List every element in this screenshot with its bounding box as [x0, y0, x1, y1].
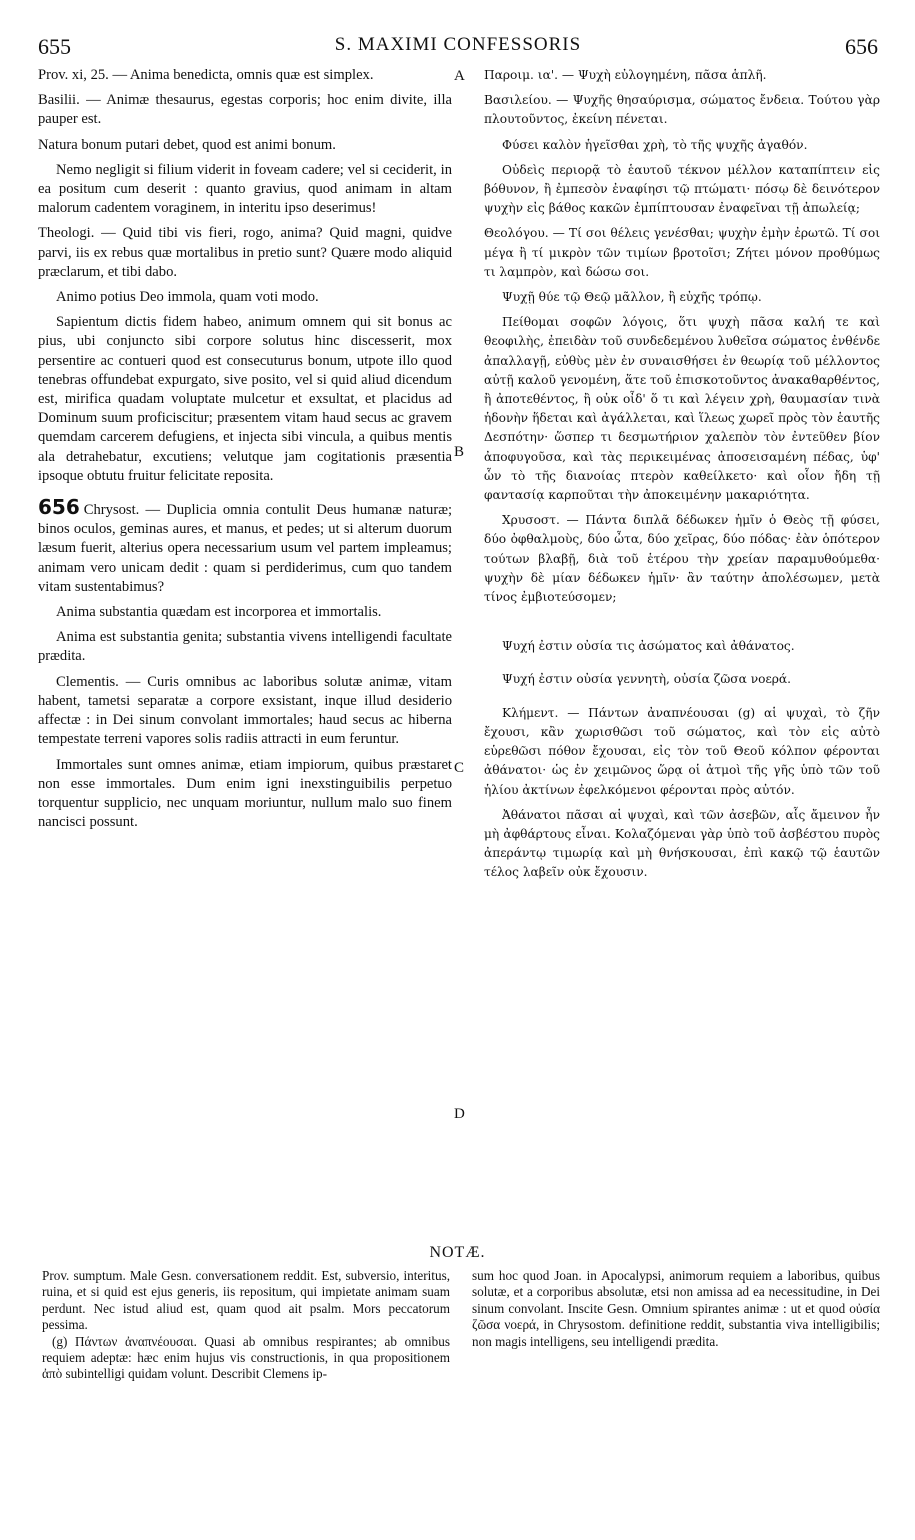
- greek-paragraph: Ψυχή ἐστιν οὐσία γεννητὴ, οὐσία ζῶσα νοερά.: [502, 672, 792, 687]
- page-header: [38, 34, 878, 64]
- greek-column: [484, 66, 880, 889]
- latin-paragraph-text: Chrysost. — Duplicia omnia contulit Deus humanæ naturæ; binos oculos, geminas aures, et manus, et pedes; ut si alterum duorum læsum fuerit, alterius opera necessarium usum vel partem impleamus; animam vero unicam dedit : quam si perdiderimus, cum quo tandem vitam sustentabimus?: [38, 502, 452, 595]
- note-paragraph: sum hoc quod Joan. in Apocalypsi, animorum requiem a laboribus, quibus solutæ, et a corporibus absolutæ, etsi non amissa ad ea necessitudine, in Dei sinum convolant. Inscite Gesn. Omnium spirantes animæ : ut et quod οὐσία ζῶσα νοερά, in Chrysostom. definitione reddit, substantia viva intelligibilis; non magis intelligens, seu intelligendi prædita.: [472, 1268, 880, 1349]
- latin-paragraph: Basilii. — Animæ thesaurus, egestas corporis; hoc enim divite, illa pauper est.: [38, 92, 452, 128]
- latin-paragraph: Anima est substantia genita; substantia vivens intelligendi facultate prædita.: [38, 629, 452, 665]
- greek-paragraph: Πείθομαι σοφῶν λόγοις, ὅτι ψυχὴ πᾶσα καλή τε καὶ θεοφιλὴς, ἐπειδὰν τοῦ συνδεδεμένου λυθεῖσα σώματος ἐνθένδε ἀπαλλαγῇ, εὐθὺς μὲν ἐν συναισθήσει ἐν θεωρίᾳ τοῦ μέλλοντος αὐτῇ καλοῦ γενομένη, ἅτε τοῦ ἐπισκοτοῦντος ἀνακαθαρθέντος, ἢ ἀποτεθέντος, ἢ οὐκ οἶδ' ὅ τι καὶ λέγειν χρὴ, θαυμασίαν τινὰ ἡδονὴν ἥδεται καὶ ἀγάλλεται, καὶ ἵλεως χωρεῖ πρὸς τὸν ἑαυτῆς Δεσπότην· ὥσπερ τι δεσμωτήριον χαλεπὸν τὸν ἐντεῦθεν βίον ἀποφυγοῦσα, καὶ τὰς περικειμένας ἀποσεισαμένη πέδας, ὑφ' ὧν τὸ τῆς διανοίας πτερὸν καθείλκετο· καὶ οἷον ἤδη τῇ φαντασίᾳ καρποῦται τὴν ἀποκειμένην μακαριότητα.: [484, 315, 880, 503]
- margin-marker-a: A: [454, 68, 465, 84]
- note-paragraph: Prov. sumptum. Male Gesn. conversationem reddit. Est, subversio, interitus, ruina, et si quid est ejus generis, iis repositum, qui impietate animam suam perdunt. Nec istud aliud est, quam quod ait psalm. Mors peccatorum pessima.: [42, 1268, 450, 1333]
- running-title: S. MAXIMI CONFESSORIS: [334, 34, 582, 55]
- greek-paragraph: Χρυσοστ. — Πάντα διπλᾶ δέδωκεν ἡμῖν ὁ Θεὸς τῇ φύσει, δύο ὀφθαλμοὺς, δύο ὦτα, δύο χεῖρας, δύο πόδας· ἐὰν ὁπότερον τούτων βλαβῇ, διὰ τοῦ ἑτέρου τὴν χρείαν παραμυθούμεθα· ψυχὴν δὲ μίαν δέδωκεν ἡμῖν· ἂν ταύτην ἀπολέσωμεν, μετὰ τίνος ἐμβιοτεύσομεν;: [484, 513, 880, 605]
- latin-paragraph: Natura bonum putari debet, quod est animi bonum.: [38, 136, 336, 153]
- greek-paragraph: Παροιμ. ια'. — Ψυχὴ εὐλογημένη, πᾶσα ἁπλῆ.: [484, 68, 767, 82]
- margin-marker-d: D: [454, 1106, 465, 1122]
- latin-paragraph: Anima substantia quædam est incorporea et immortalis.: [56, 604, 382, 621]
- greek-paragraph: Ψυχῇ θύε τῷ Θεῷ μᾶλλον, ἢ εὐχῆς τρόπῳ.: [502, 290, 762, 305]
- latin-paragraph: Prov. xi, 25. — Anima benedicta, omnis quæ est simplex.: [38, 67, 374, 83]
- note-paragraph: (g) Πάντων ἀναπνέουσαι. Quasi ab omnibus respirantes; ab omnibus requiem adeptæ: hæc enim hujus vis constructionis, in qua propositionem ἀπὸ subintelligi quidam volunt. Describit Clemens ip-: [42, 1333, 450, 1382]
- latin-paragraph: Theologi. — Quid tibi vis fieri, rogo, anima? Quid magni, quidve parvi, iis ex rebus quæ mortalibus in pretio sunt? Quære modo aliquid præclarum, et tibi dabo.: [38, 225, 452, 280]
- greek-paragraph: Βασιλείου. — Ψυχῆς θησαύρισμα, σώματος ἔνδεια. Τούτου γὰρ πλουτοῦντος, ἐκείνη πένεται.: [484, 93, 880, 127]
- greek-paragraph: Ψυχή ἐστιν οὐσία τις ἀσώματος καὶ ἀθάνατος.: [502, 639, 795, 654]
- greek-paragraph: Ἀθάνατοι πᾶσαι αἱ ψυχαὶ, καὶ τῶν ἀσεβῶν, αἷς ἄμεινον ἦν μὴ ἀφθάρτους εἶναι. Κολαζόμεναι γὰρ ὑπὸ τοῦ ἀσβέστου πυρὸς ἀπεράντῳ τιμωρίᾳ καὶ μὴ θνήσκουσαι, ἐπὶ κακῷ τῷ ἑαυτῶν τέλος λαβεῖν οὐκ ἔχουσιν.: [484, 807, 880, 880]
- latin-paragraph: Nemo negligit si filium viderit in foveam cadere; vel si ceciderit, in ea positum cum deserit : quanto gravius, quod animam in altam malorum cadentem voraginem, in interitu ipso deserimus!: [38, 161, 452, 217]
- latin-paragraph-with-column-number: [38, 495, 452, 597]
- notes-right-column: [472, 1268, 880, 1350]
- latin-paragraph: Clementis. — Curis omnibus ac laboribus solutæ animæ, vitam habent, tametsi separatæ a corpore exsistant, inque illud desiderio affectæ : in Dei sinum convolant immortales; haud secus ac hiberna tempestate terreni vapores solis radiis attracti in eum feruntur.: [38, 673, 452, 748]
- greek-paragraph: Κλήμεντ. — Πάντων ἀναπνέουσαι (g) αἱ ψυχαὶ, τὸ ζῆν ἔχουσι, κἂν χωρισθῶσι τοῦ σώματος, καὶ τὸν εἰς αὐτὸ εὑρεθῶσι πόθον ἔχουσαι, εἰς τὸν τοῦ Θεοῦ κόλπον φέρονται ἀθάνατοι· ὡς ἐν χειμῶνος ὥρᾳ οἱ ἀτμοὶ τῆς γῆς ὑπὸ τῶν τοῦ ἡλίου ἀκτίνων ἐφελκόμενοι φέρονται πρὸς αὐτόν.: [484, 705, 880, 797]
- latin-paragraph: Sapientum dictis fidem habeo, animum omnem qui sit bonus ac pius, ubi conjuncto sibi corpore solutus hinc discesserit, mox persentire ac contueri quod est consecuturus bonum, utpote illo quod tenebras offundebat expurgato, sive posito, vel si quid aliud dicendum est, mirifica quadam voluptate mulcetur et exsultat, et placidus ad Dominum suum proficiscitur; præsentem vitam haud secus ac gravem quemdam carcerem defugiens, et injecta sibi vincula, a quibus mentis ala detrahebatur, excutiens; velutque jam cogitationis præsentia ipsoque obtutu fruitur felicitate reposita.: [38, 314, 452, 484]
- latin-paragraph: Immortales sunt omnes animæ, etiam impiorum, quibus præstaret non esse immortales. Dum enim igni inexstinguibilis perpetuo torquentur supplicio, nec unquam moriuntur, nullum malo suo finem nancisci possunt.: [38, 756, 452, 831]
- left-page-number: 655: [38, 34, 71, 59]
- latin-paragraph: Animo potius Deo immola, quam voti modo.: [56, 289, 319, 306]
- margin-marker-b: B: [454, 444, 465, 460]
- right-page-number: 656: [845, 34, 878, 59]
- notes-title: NOTÆ.: [429, 1244, 486, 1261]
- greek-paragraph: Οὐδεὶς περιορᾷ τὸ ἑαυτοῦ τέκνον μέλλον καταπίπτειν εἰς βόθυνον, ἢ ἐμπεσὸν ἐναφίησι τῷ πτώματι· πόσῳ δὲ δεινότερον ψυχὴν εἰς βάθος κακῶν ἐμπίπτουσαν ἐναφεῖναι τῇ ἀπωλείᾳ;: [484, 162, 880, 216]
- greek-paragraph: Φύσει καλὸν ἡγεῖσθαι χρὴ, τὸ τῆς ψυχῆς ἀγαθόν.: [502, 137, 808, 152]
- latin-column: [38, 66, 452, 838]
- notes-left-column: [42, 1268, 450, 1383]
- greek-paragraph: Θεολόγου. — Τί σοι θέλεις γενέσθαι; ψυχὴν ἐμὴν ἐρωτῶ. Τί σοι μέγα ἢ τί μικρὸν τῶν τιμίων βροτοῖσι; Ζήτει μόνον προθύμως τι λαμπρὸν, καὶ δώσω σοι.: [484, 226, 880, 279]
- margin-marker-c: C: [454, 760, 465, 776]
- column-number: 656: [38, 495, 80, 520]
